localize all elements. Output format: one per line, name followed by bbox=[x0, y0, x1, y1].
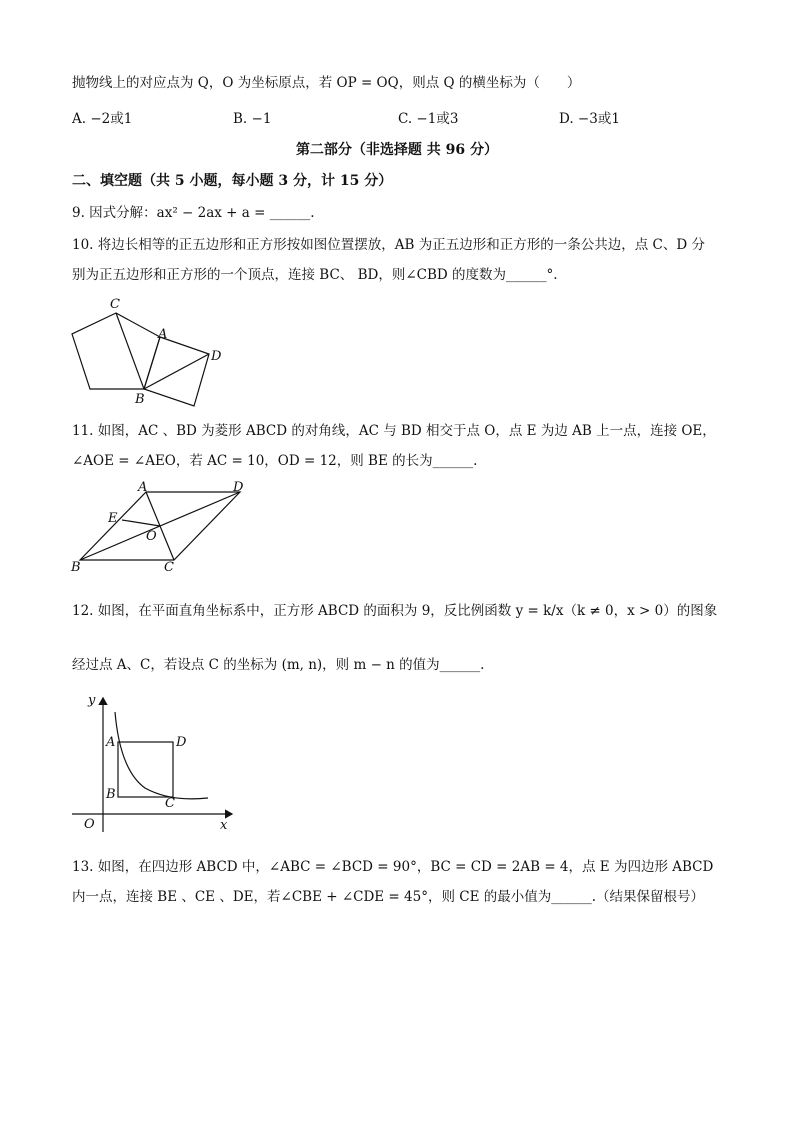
label-a: A bbox=[138, 480, 148, 495]
question-13-line1: 13. 如图，在四边形 ABCD 中，∠ABC = ∠BCD = 90°，BC = CD = 2AB = 4，点 E 为四边形 ABCD bbox=[72, 859, 714, 875]
hyperbola-curve bbox=[115, 712, 208, 799]
label-c: C bbox=[110, 297, 120, 312]
choice-b: B. −1 bbox=[233, 111, 272, 127]
question-11-line1: 11. 如图，AC 、BD 为菱形 ABCD 的对角线，AC 与 BD 相交于点 O，点 E 为边 AB 上一点，连接 OE， bbox=[72, 423, 716, 439]
label-a: A bbox=[106, 735, 116, 750]
label-b: B bbox=[71, 560, 81, 575]
question-11-line2: ∠AOE = ∠AEO，若 AC = 10，OD = 12，则 BE 的长为______. bbox=[72, 453, 478, 469]
label-o: O bbox=[84, 817, 95, 832]
pentagon-shape bbox=[72, 313, 160, 389]
choice-a: A. −2或1 bbox=[72, 111, 133, 127]
label-d: D bbox=[211, 349, 222, 364]
segment-bc bbox=[116, 313, 144, 389]
question-12-line1: 12. 如图，在平面直角坐标系中，正方形 ABCD 的面积为 9，反比例函数 y = k/x（k ≠ 0，x > 0）的图象 bbox=[72, 603, 718, 619]
choice-d: D. −3或1 bbox=[559, 111, 620, 127]
segment-oe bbox=[122, 520, 160, 526]
question-9: 9. 因式分解：ax² − 2ax + a = ______. bbox=[72, 205, 315, 221]
figure-rhombus bbox=[66, 480, 256, 576]
label-d: D bbox=[176, 735, 187, 750]
figure-pentagon-square bbox=[60, 292, 230, 414]
label-o: O bbox=[146, 529, 157, 544]
label-x: x bbox=[220, 818, 228, 833]
question-13-line2: 内一点，连接 BE 、CE 、DE，若∠CBE + ∠CDE = 45°，则 CE 的最小值为______.（结果保留根号） bbox=[72, 889, 705, 905]
question-10-line2: 别为正五边形和正方形的一个顶点，连接 BC、 BD，则∠CBD 的度数为______°. bbox=[72, 267, 558, 283]
choice-c: C. −1或3 bbox=[398, 111, 459, 127]
section-title: 二、填空题（共 5 小题，每小题 3 分，计 15 分） bbox=[72, 173, 393, 189]
label-y: y bbox=[88, 693, 96, 708]
label-a: A bbox=[158, 327, 168, 342]
label-e: E bbox=[108, 511, 118, 526]
figure-coordinate-plane bbox=[70, 690, 250, 836]
prev-question-text: 抛物线上的对应点为 Q，O 为坐标原点，若 OP = OQ，则点 Q 的横坐标为（ ） bbox=[72, 75, 581, 91]
question-10-line1: 10. 将边长相等的正五边形和正方形按如图位置摆放，AB 为正五边形和正方形的一条公共边，点 C、D 分 bbox=[72, 237, 705, 253]
label-c: C bbox=[164, 560, 174, 575]
label-b: B bbox=[135, 392, 145, 407]
label-b: B bbox=[106, 787, 116, 802]
label-c: C bbox=[165, 796, 175, 811]
question-12-line2: 经过点 A、C，若设点 C 的坐标为 (m, n)，则 m − n 的值为______. bbox=[72, 657, 485, 673]
part-title: 第二部分（非选择题 共 96 分） bbox=[295, 142, 499, 158]
label-d: D bbox=[233, 480, 244, 495]
